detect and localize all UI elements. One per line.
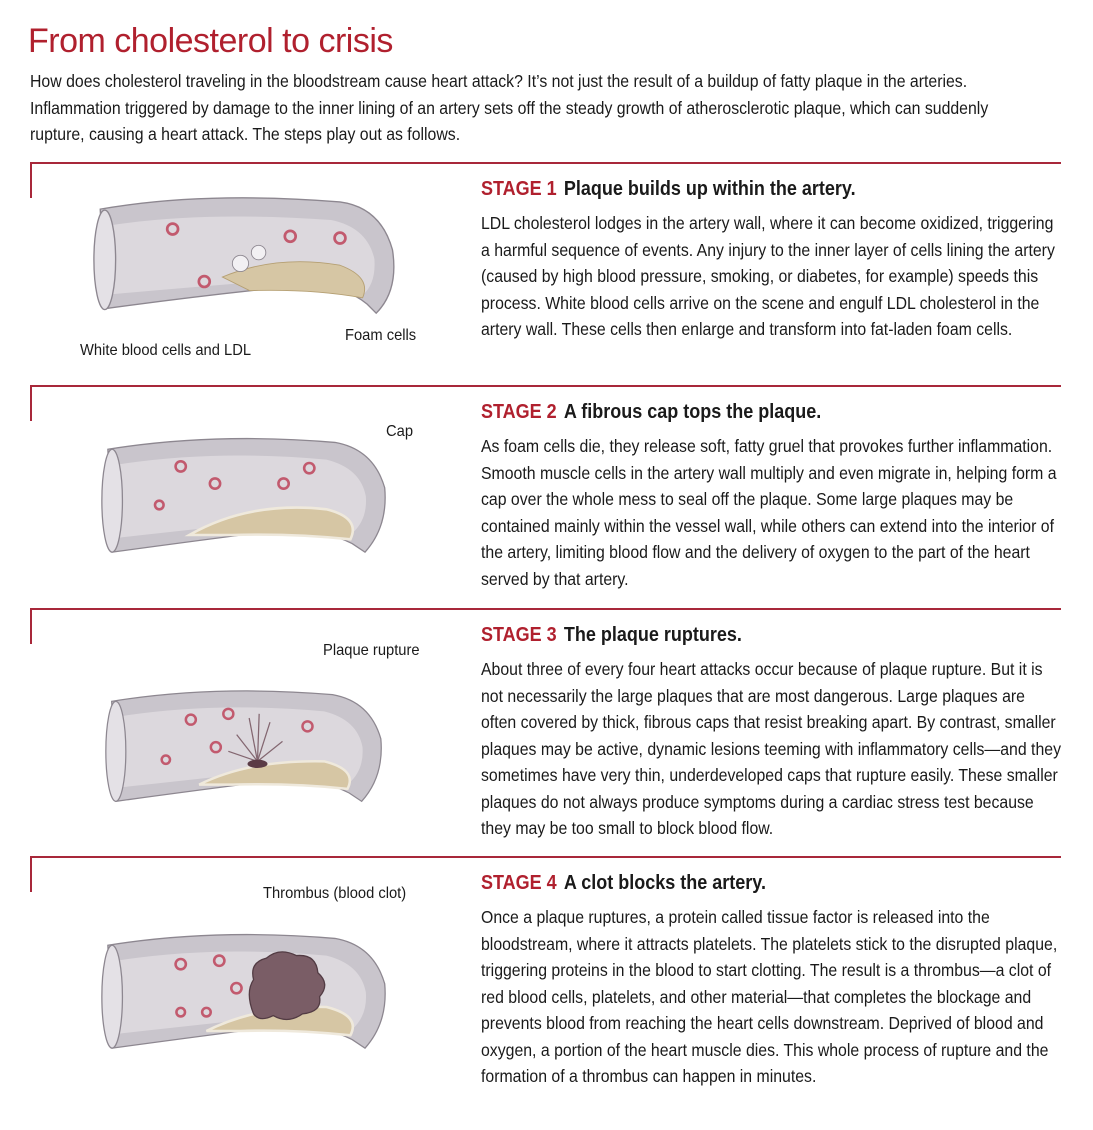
stage-divider-tick	[30, 385, 32, 421]
stage-2-body: As foam cells die, they release soft, fatty gruel that provokes further inflammation. Smooth muscle cells in the artery wall multiply and even migrate in, helping form a cap over the whole mess to seal off the plaque. Some large plaques may be contained mainly within the vessel wall, while others can extend into the interior of the artery, limiting blood flow and the delivery of oxygen to the part of the heart served by that artery.	[481, 436, 1057, 589]
stage-label: STAGE 4	[481, 872, 557, 894]
intro-paragraph: How does cholesterol traveling in the bloodstream cause heart attack? It’s not just the result of a buildup of fatty plaque in the arteries. Inflammation triggered by damage to the inner lining of an artery sets off the steady growth of atherosclerotic plaque, which can suddenly rupture, causing a heart attack. The steps play out as follows.	[30, 71, 989, 144]
artery-stage-3-illustration	[60, 668, 430, 843]
stage-divider	[30, 162, 1061, 164]
stage-label: STAGE 1	[481, 178, 557, 200]
stage-divider-tick	[30, 162, 32, 198]
stage-2-section	[30, 385, 1061, 605]
stage-title: Plaque builds up within the artery.	[563, 178, 856, 200]
stage-4-body: Once a plaque ruptures, a protein called tissue factor is released into the bloodstream, where it attracts platelets. The platelets stick to the disrupted plaque, triggering proteins in the blood to start clotting. The result is a thrombus—a clot of red blood cells, platelets, and other material—that completes the blockage and prevents blood from reaching the heart cells downstream. Deprived of blood and oxygen, a portion of the heart muscle dies. This whole process of rupture and the formation of a thrombus can happen in minutes.	[481, 907, 1058, 1086]
stage-title: A fibrous cap tops the plaque.	[563, 401, 822, 423]
stage-divider-tick	[30, 608, 32, 644]
stage-1-section	[30, 162, 1061, 382]
stage-2-heading	[481, 401, 821, 424]
artery-stage-4-illustration	[60, 911, 430, 1091]
callout-white-blood-cells: White blood cells and LDL	[80, 342, 252, 359]
stage-title: A clot blocks the artery.	[563, 872, 766, 894]
stage-title: The plaque ruptures.	[563, 624, 742, 646]
stage-4-section	[30, 856, 1061, 1116]
stage-3-section	[30, 608, 1061, 853]
callout-thrombus: Thrombus (blood clot)	[263, 885, 407, 902]
stage-label: STAGE 2	[481, 401, 557, 423]
stage-3-body: About three of every four heart attacks occur because of plaque rupture. But it is not necessarily the large plaques that are most dangerous. Large plaques are often covered by thick, fibrous caps that resist breaking apart. By contrast, smaller plaques may be active, dynamic lesions teeming with inflammatory cells—and they sometimes have very thin, underdeveloped caps that rupture easily. These smaller plaques do not always produce symptoms during a cardiac stress test because they may be too small to block blood flow.	[481, 659, 1061, 838]
callout-plaque-rupture: Plaque rupture	[323, 642, 420, 659]
stage-divider	[30, 608, 1061, 610]
stage-1-body: LDL cholesterol lodges in the artery wall, where it can become oxidized, triggering a harmful sequence of events. Any injury to the inner layer of cells lining the artery (caused by high blood pressure, smoking, or diabetes, for example) speeds this process. White blood cells arrive on the scene and engulf LDL cholesterol in the artery wall. These cells then enlarge and transform into fat-laden foam cells.	[481, 213, 1055, 339]
page-title: From cholesterol to crisis	[28, 22, 393, 60]
stage-divider-tick	[30, 856, 32, 892]
stage-3-heading	[481, 624, 742, 647]
stage-1-heading	[481, 178, 856, 201]
stage-label: STAGE 3	[481, 624, 557, 646]
stage-divider	[30, 856, 1061, 858]
artery-stage-2-illustration	[60, 415, 430, 595]
callout-cap: Cap	[386, 423, 414, 440]
stage-divider	[30, 385, 1061, 387]
callout-foam-cells: Foam cells	[345, 327, 417, 344]
stage-4-heading	[481, 872, 766, 895]
